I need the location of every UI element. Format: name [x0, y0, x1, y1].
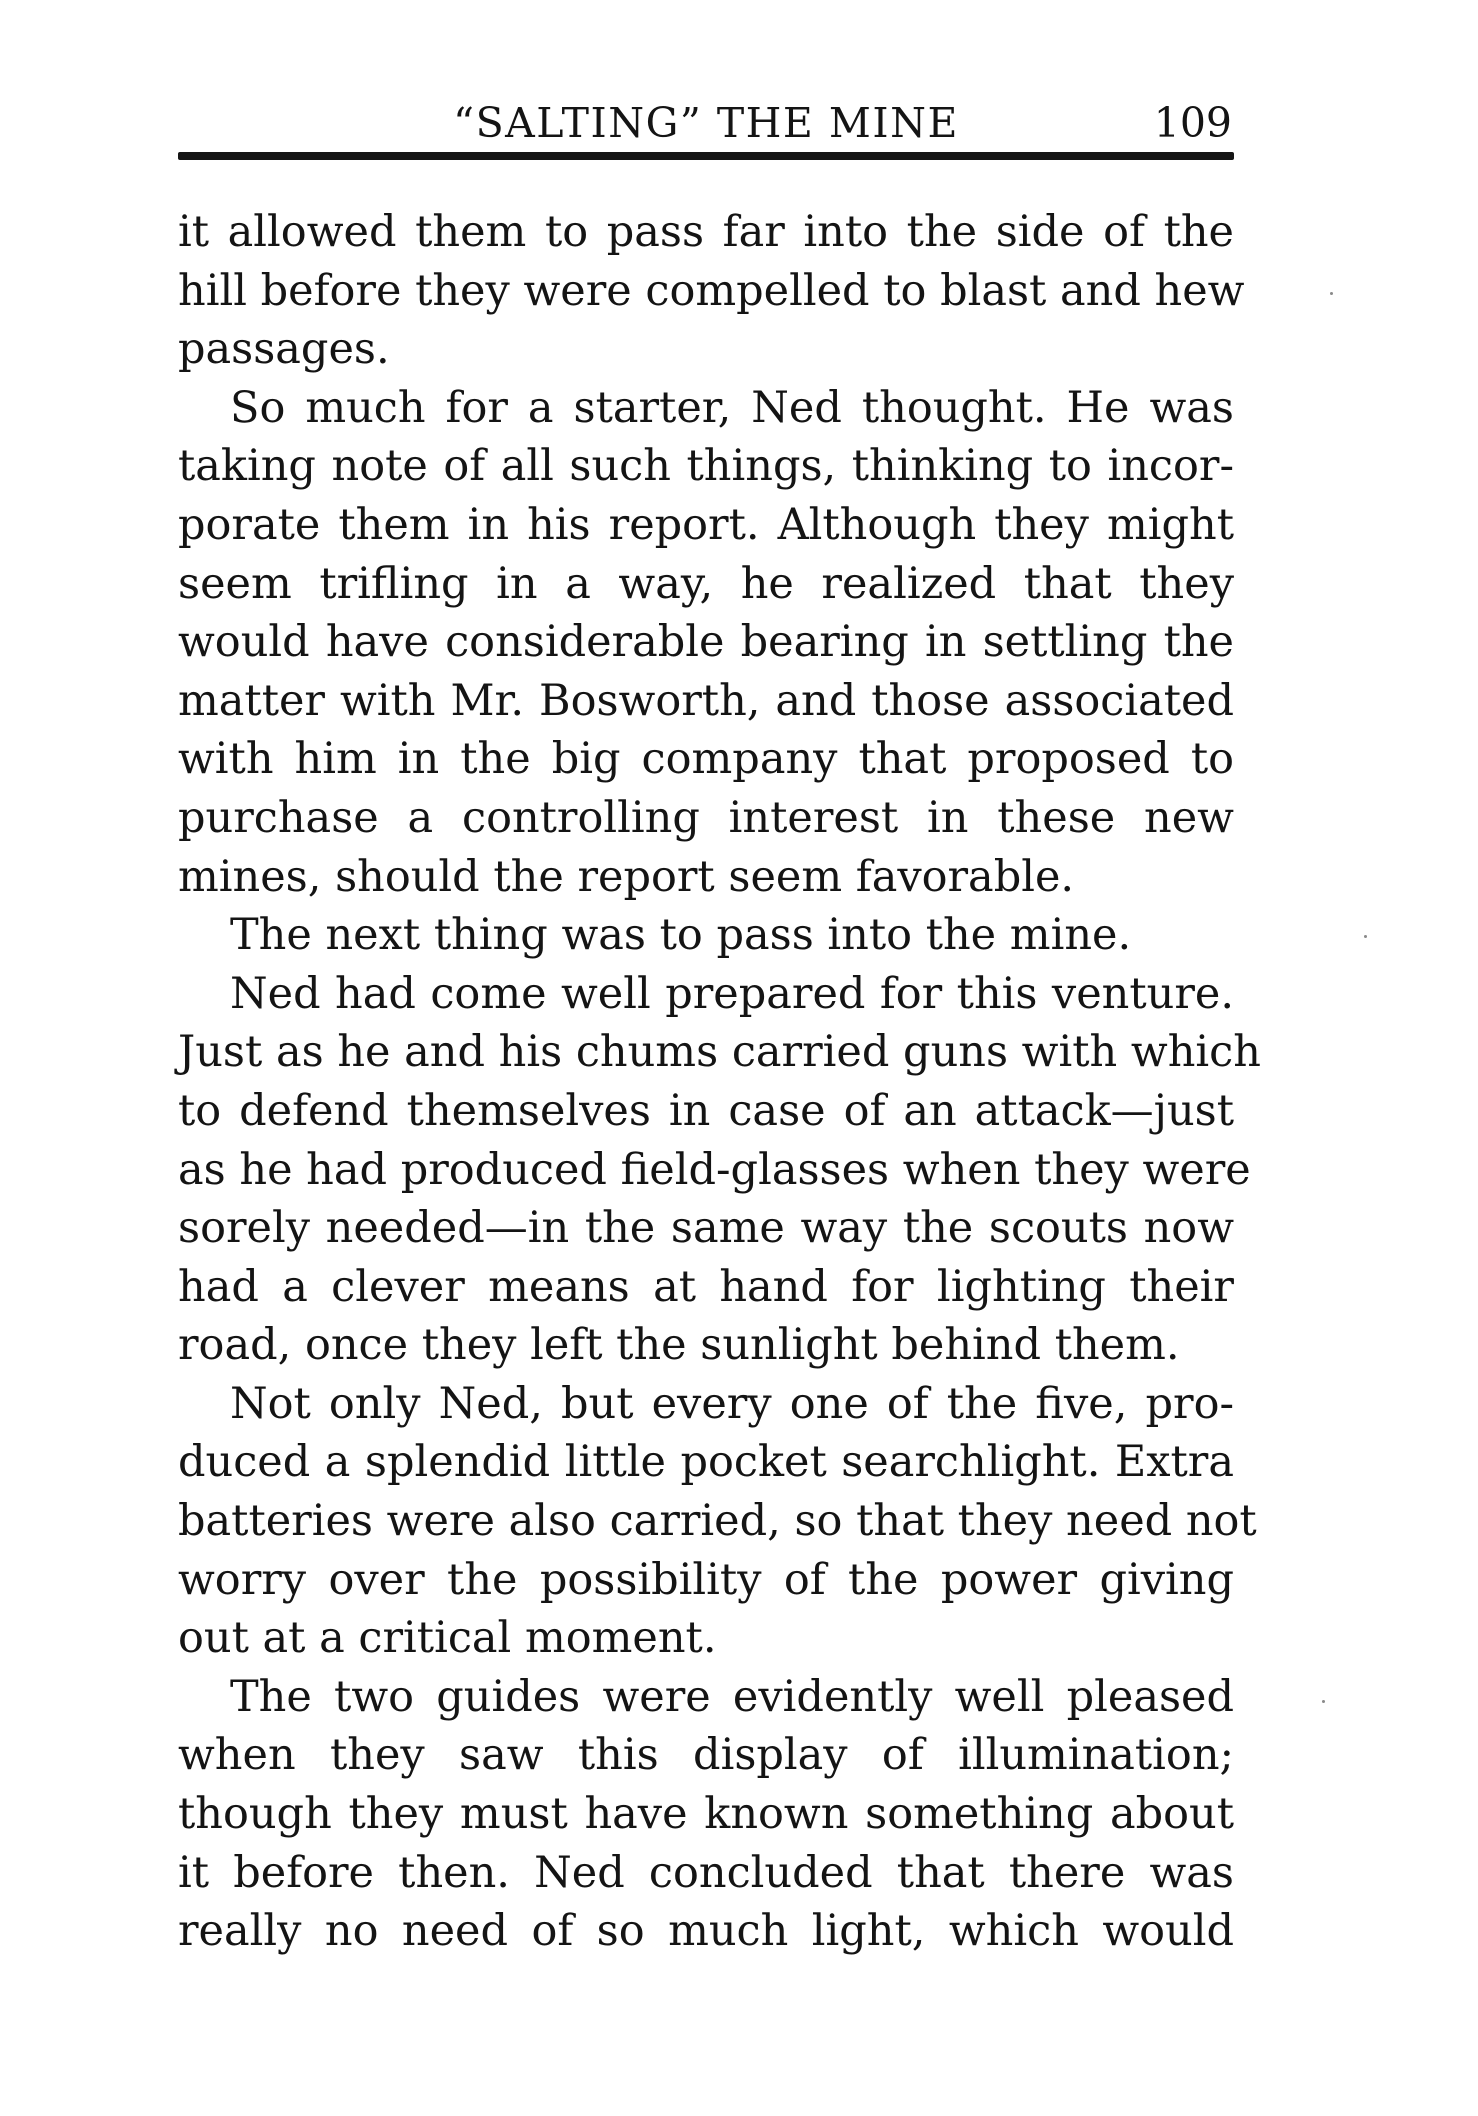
paper-speck [1364, 935, 1367, 938]
paper-speck [1330, 292, 1333, 295]
text-line: matter with Mr. Bosworth, and those associated [178, 675, 1234, 726]
body-text [178, 203, 1261, 1961]
running-title: “SALTING” THE MINE [453, 99, 959, 147]
paragraph [178, 906, 1234, 965]
header-rule [178, 152, 1234, 160]
text-line: though they must have known something about [178, 1789, 1234, 1840]
text-line: batteries were also carried, so that they need not [178, 1496, 1257, 1547]
text-line: taking note of all such things, thinking to incor- [178, 441, 1234, 492]
text-line: road, once they left the sunlight behind them. [178, 1320, 1180, 1371]
text-line: had a clever means at hand for lighting their [178, 1261, 1234, 1312]
paragraph [178, 1668, 1234, 1961]
text-line: sorely needed—in the same way the scouts now [178, 1203, 1234, 1254]
paragraph [178, 379, 1234, 906]
text-line: would have considerable bearing in settling the [178, 617, 1234, 668]
paragraph [178, 965, 1261, 1375]
text-line: hill before they were compelled to blast and hew [178, 265, 1245, 316]
text-line: to defend themselves in case of an attack—just [178, 1085, 1234, 1136]
text-line: with him in the big company that proposed to [178, 734, 1234, 785]
text-line: really no need of so much light, which would [178, 1906, 1234, 1957]
text-line: seem trifling in a way, he realized that they [178, 558, 1234, 609]
text-line: Just as he and his chums carried guns with which [178, 1027, 1261, 1078]
text-line: it allowed them to pass far into the side of the [178, 207, 1234, 257]
text-line: purchase a controlling interest in these new [178, 792, 1234, 843]
text-line: passages. [178, 324, 390, 375]
paper-speck [1322, 1700, 1325, 1703]
text-line: when they saw this display of illumination; [178, 1730, 1234, 1781]
text-line: The two guides were evidently well pleased [230, 1671, 1234, 1722]
text-line: Ned had come well prepared for this venture. [230, 968, 1234, 1019]
paragraph [178, 1375, 1257, 1668]
text-line: duced a splendid little pocket searchlight. Extra [178, 1437, 1234, 1488]
text-line: porate them in his report. Although they might [178, 499, 1234, 550]
text-line: The next thing was to pass into the mine. [230, 910, 1132, 961]
page-number: 109 [1153, 99, 1232, 147]
text-line: So much for a starter, Ned thought. He was [230, 382, 1234, 433]
paragraph [178, 203, 1245, 379]
text-line: out at a critical moment. [178, 1613, 717, 1664]
text-line: as he had produced field-glasses when they were [178, 1144, 1251, 1195]
text-line: Not only Ned, but every one of the five, pro- [230, 1378, 1234, 1429]
text-line: it before then. Ned concluded that there was [178, 1847, 1234, 1898]
text-line: worry over the possibility of the power giving [178, 1554, 1234, 1605]
running-head [180, 98, 1232, 148]
text-line: mines, should the report seem favorable. [178, 851, 1075, 902]
